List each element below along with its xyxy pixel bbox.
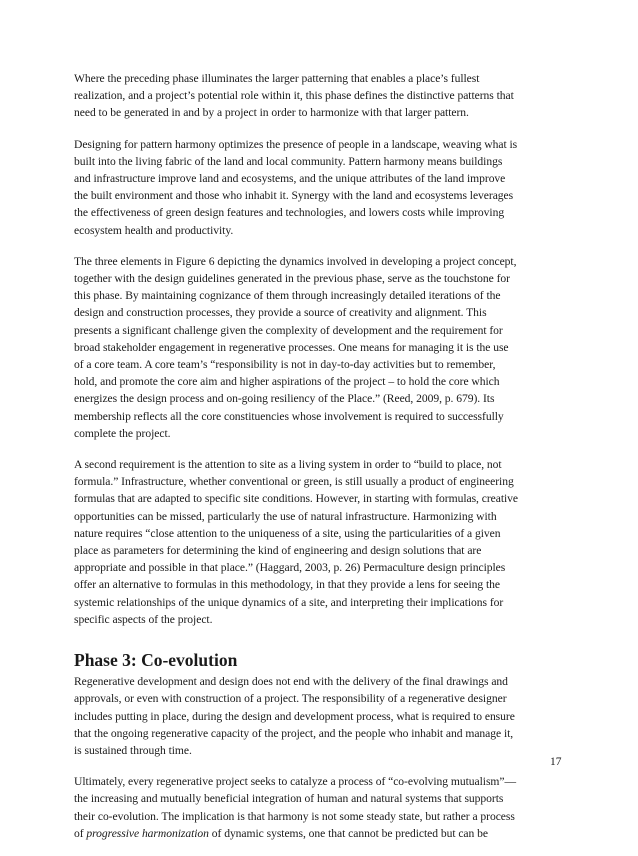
text-line: ecosystem health and productivity.: [74, 223, 234, 237]
text-line: systemic relationships of the unique dynamics of a site, and interpreting their implications for: [74, 595, 504, 609]
text-line: specific aspects of the project.: [74, 612, 213, 626]
text-line: hold, and promote the core aim and higher aspirations of the project – to hold the core which: [74, 375, 500, 389]
paragraph-pattern-intro: [74, 70, 568, 122]
text-line-with-emphasis: [74, 825, 568, 842]
paragraph-co-evolution-intro: [74, 673, 568, 759]
text-line: place as parameters for determining the kind of engineering and design solutions that are: [74, 544, 482, 558]
text-line: opportunities can be missed, particularly the use of natural infrastructure. Harmonizing with: [74, 509, 497, 523]
text-line: complete the project.: [74, 426, 171, 440]
text-line: Ultimately, every regenerative project seeks to catalyze a process of “co-evolving mutualism”—: [74, 775, 517, 789]
text-line: of a core team. A core team’s “responsibility is not in day-to-day activities but to remember,: [74, 358, 496, 372]
text-line: together with the design guidelines generated in the previous phase, serve as the touchstone for: [74, 272, 510, 286]
text-line: that the ongoing regenerative capacity of the project, and the people who inhabit and manage it,: [74, 726, 514, 740]
text-line: the built environment and those who inhabit it. Synergy with the land and ecosystems leverages: [74, 189, 514, 203]
text-fragment: of: [74, 826, 87, 840]
paragraph-three-elements: [74, 253, 568, 442]
paragraph-site-living-system: [74, 456, 568, 628]
text-line: presents a significant challenge given the complexity of development and the requirement for: [74, 323, 503, 337]
text-line: energizes the design process and on-going resiliency of the Place.” (Reed, 2009, p. 679). Its: [74, 392, 495, 406]
text-line: formula.” Infrastructure, whether conventional or green, is still usually a product of engineering: [74, 475, 514, 489]
text-line: Designing for pattern harmony optimizes the presence of people in a landscape, weaving what is: [74, 137, 518, 151]
paragraph-co-evolving-mutualism: [74, 773, 568, 842]
text-fragment: of dynamic systems, one that cannot be predicted but can be: [208, 826, 488, 840]
text-line: the effectiveness of green design features and technologies, and lowers costs while improving: [74, 206, 505, 220]
text-line: this phase. By maintaining cognizance of them through increasingly detailed iterations of the: [74, 289, 501, 303]
text-line: is sustained through time.: [74, 743, 192, 757]
text-line: offer an alternative to formulas in this methodology, in that they provide a lens for seeing the: [74, 578, 500, 592]
paragraph-pattern-harmony: [74, 136, 568, 239]
text-line: appropriate and possible in that place.” (Haggard, 2003, p. 26) Permaculture design principles: [74, 561, 506, 575]
text-line: membership reflects all the core constituencies whose involvement is required to successfully: [74, 409, 504, 423]
text-line: Regenerative development and design does not end with the delivery of the final drawings and: [74, 675, 508, 689]
emphasized-term: progressive harmonization: [86, 826, 209, 840]
text-line: Where the preceding phase illuminates the larger patterning that enables a place’s fullest: [74, 72, 480, 85]
section-heading: Phase 3: Co-evolution: [74, 650, 238, 671]
text-line: design and construction processes, they provide a source of creativity and alignment. This: [74, 306, 487, 320]
text-line: their co-evolution. The implication is that harmony is not some steady state, but rather a process: [74, 809, 515, 823]
text-line: The three elements in Figure 6 depicting the dynamics involved in developing a project concept,: [74, 254, 517, 268]
text-line: includes putting in place, during the design and development process, what is required to ensure: [74, 709, 515, 723]
text-line: A second requirement is the attention to site as a living system in order to “build to place, not: [74, 458, 502, 472]
text-line: built into the living fabric of the land and local community. Pattern harmony means buildings: [74, 154, 503, 168]
page-number: 17: [550, 756, 562, 768]
text-line: nature requires “close attention to the uniqueness of a site, using the particularities of a given: [74, 526, 501, 540]
text-line: realization, and a project’s potential role within it, this phase defines the distinctive patterns that: [74, 89, 514, 103]
text-line: the increasing and mutually beneficial integration of human and natural systems that supports: [74, 792, 504, 806]
document-page: [74, 70, 568, 856]
text-line: approvals, or even with construction of a project. The responsibility of a regenerative designer: [74, 692, 507, 706]
text-line: and infrastructure improve land and ecosystems, and the unique attributes of the land improve: [74, 172, 506, 186]
text-line: broad stakeholder engagement in regenerative processes. One means for managing it is the use: [74, 340, 509, 354]
text-line: need to be generated in and by a project in order to harmonize with that larger pattern.: [74, 106, 469, 120]
text-line: formulas that are adapted to specific site conditions. However, in starting with formulas, creative: [74, 492, 519, 506]
